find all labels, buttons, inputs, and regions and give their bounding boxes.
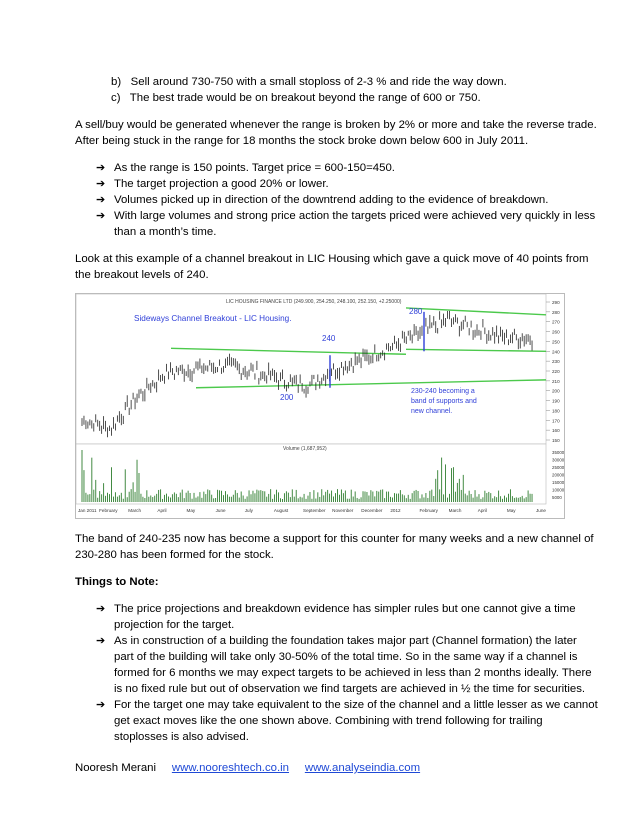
- x-tick-label: April: [477, 508, 487, 513]
- note-line: 230-240 becoming a: [411, 388, 475, 395]
- volume-label: Volume (1,687,952): [283, 446, 327, 452]
- list-item-text: The best trade would be on breakout beyond the range of 600 or 750.: [129, 92, 481, 104]
- x-tick-label: February: [419, 508, 438, 513]
- volume-tick-label: 30000: [552, 457, 564, 463]
- price-tick-label: 190: [552, 398, 560, 404]
- volume-tick-label: 35000: [552, 450, 564, 455]
- x-axis: [78, 508, 546, 513]
- bullet-continuation: is no fixed rule but out of observation we find targets are achieved in ½ the time for securities.: [114, 683, 586, 695]
- price-tick-label: 270: [552, 319, 560, 325]
- price-tick-label: 260: [552, 329, 560, 335]
- bullet-continuation: projection for the target.: [114, 619, 235, 631]
- x-tick-label: May: [506, 508, 516, 513]
- arrow-icon: ➔: [96, 699, 106, 711]
- x-tick-label: September: [303, 508, 326, 513]
- volume-tick-label: 15000: [552, 480, 564, 485]
- arrow-icon: ➔: [96, 194, 106, 206]
- x-tick-label: December: [361, 508, 383, 513]
- x-tick-label: June: [215, 508, 226, 513]
- paragraph-line: 230-280 has been formed for the stock.: [75, 549, 274, 561]
- bullet-item: ➔ As the range is 150 points. Target price = 600-150=450.: [96, 162, 395, 174]
- x-tick-label: May: [186, 508, 196, 513]
- stock-chart: [75, 293, 565, 519]
- footer: [75, 761, 420, 776]
- paragraph-line: Look at this example of a channel breakout in LIC Housing which gave a quick move of 40 points from: [75, 253, 589, 265]
- price-tick-label: 170: [552, 418, 560, 424]
- bullet-item: ➔ The price projections and breakdown evidence has simpler rules but one cannot give a time: [96, 603, 576, 615]
- arrow-icon: ➔: [96, 178, 106, 190]
- arrow-icon: ➔: [96, 210, 106, 222]
- label-280: 280: [409, 307, 423, 316]
- x-tick-label: July: [244, 508, 253, 513]
- price-tick-label: 150: [552, 438, 560, 443]
- list-item: c) The best trade would be on breakout beyond the range of 600 or 750.: [111, 92, 481, 104]
- chart-header: LIC HOUSING FINANCE LTD (249.900, 254.250, 248.100, 252.150, +2.25000): [226, 299, 402, 305]
- price-tick-label: 180: [552, 408, 560, 414]
- note-line: new channel.: [411, 408, 453, 415]
- section-heading: Things to Note:: [75, 576, 159, 588]
- x-tick-label: August: [273, 508, 289, 513]
- price-tick-label: 220: [552, 369, 560, 374]
- chart-title: Sideways Channel Breakout - LIC Housing.: [134, 314, 292, 323]
- bullet-item: ➔ Volumes picked up in direction of the downtrend adding to the evidence of breakdown.: [96, 194, 549, 206]
- x-tick-label: April: [157, 508, 167, 513]
- bullet-item: ➔ For the target one may take equivalent to the size of the channel and a little lesser as we cannot: [96, 699, 598, 711]
- arrow-icon: ➔: [96, 162, 106, 174]
- price-tick-label: 290: [552, 300, 560, 305]
- price-tick-label: 160: [552, 428, 560, 434]
- paragraph-line: The band of 240-235 now has become a support for this counter for many weeks and a new channel of: [75, 533, 594, 545]
- volume-tick-label: 5000: [552, 495, 562, 500]
- price-axis: [546, 300, 560, 443]
- bullet-item: ➔ The target projection a good 20% or lower.: [96, 178, 329, 190]
- price-tick-label: 280: [552, 309, 560, 315]
- price-tick-label: 200: [552, 388, 560, 394]
- x-tick-label: February: [99, 508, 118, 513]
- x-tick-label: 2012: [390, 508, 401, 513]
- chart-svg: [76, 294, 564, 518]
- volume-axis: [552, 450, 564, 500]
- x-tick-label: November: [332, 508, 354, 513]
- x-tick-label: March: [448, 508, 462, 513]
- list-item: b) Sell around 730-750 with a small stoploss of 2-3 % and ride the way down.: [111, 76, 507, 88]
- footer-link-nooreshtech[interactable]: www.nooreshtech.co.in: [171, 762, 290, 774]
- note-line: band of supports and: [411, 398, 477, 405]
- label-240: 240: [322, 334, 336, 343]
- list-item-text: Sell around 730-750 with a small stoploss of 2-3 % and ride the way down.: [130, 76, 507, 88]
- bullet-continuation: get exact moves like the one shown above. Combining with trend following for trailing: [114, 715, 543, 727]
- bullet-continuation: than a month’s time.: [114, 226, 217, 238]
- price-tick-label: 230: [552, 359, 560, 365]
- x-tick-label: March: [128, 508, 142, 513]
- bullet-item: ➔ With large volumes and strong price action the targets priced were achieved very quickly in less: [96, 210, 596, 222]
- paragraph-line: A sell/buy would be generated whenever the range is broken by 2% or more and take the reverse trade.: [75, 119, 597, 131]
- label-200: 200: [280, 393, 294, 402]
- volume-tick-label: 25000: [552, 465, 564, 470]
- price-tick-label: 240: [552, 349, 560, 355]
- bullet-continuation: formed for 6 months we may expect targets to be achieved in less than 2 months ideally. There: [114, 667, 592, 679]
- volume-tick-label: 10000: [552, 487, 564, 493]
- bullet-continuation: part of the building will take only 30-50% of the total time. So in the same way if a channel is: [114, 651, 578, 663]
- volume-tick-label: 20000: [552, 472, 564, 478]
- footer-link-analyseindia[interactable]: www.analyseindia.com: [304, 762, 421, 774]
- paragraph-line: the breakout levels of 240.: [75, 269, 209, 281]
- paragraph-line: After being stuck in the range for 18 months the stock broke down below 600 in July 2011.: [75, 135, 529, 147]
- arrow-icon: ➔: [96, 603, 106, 615]
- x-tick-label: June: [536, 508, 546, 513]
- footer-author: Nooresh Merani: [75, 762, 157, 774]
- arrow-icon: ➔: [96, 635, 106, 647]
- price-tick-label: 210: [552, 378, 560, 384]
- bullet-item: ➔ As in construction of a building the foundation takes major part (Channel formation) the later: [96, 635, 577, 647]
- bullet-continuation: stoplosses is also advised.: [114, 731, 249, 743]
- price-tick-label: 250: [552, 339, 560, 345]
- x-tick-label: Jan 2011: [78, 508, 97, 513]
